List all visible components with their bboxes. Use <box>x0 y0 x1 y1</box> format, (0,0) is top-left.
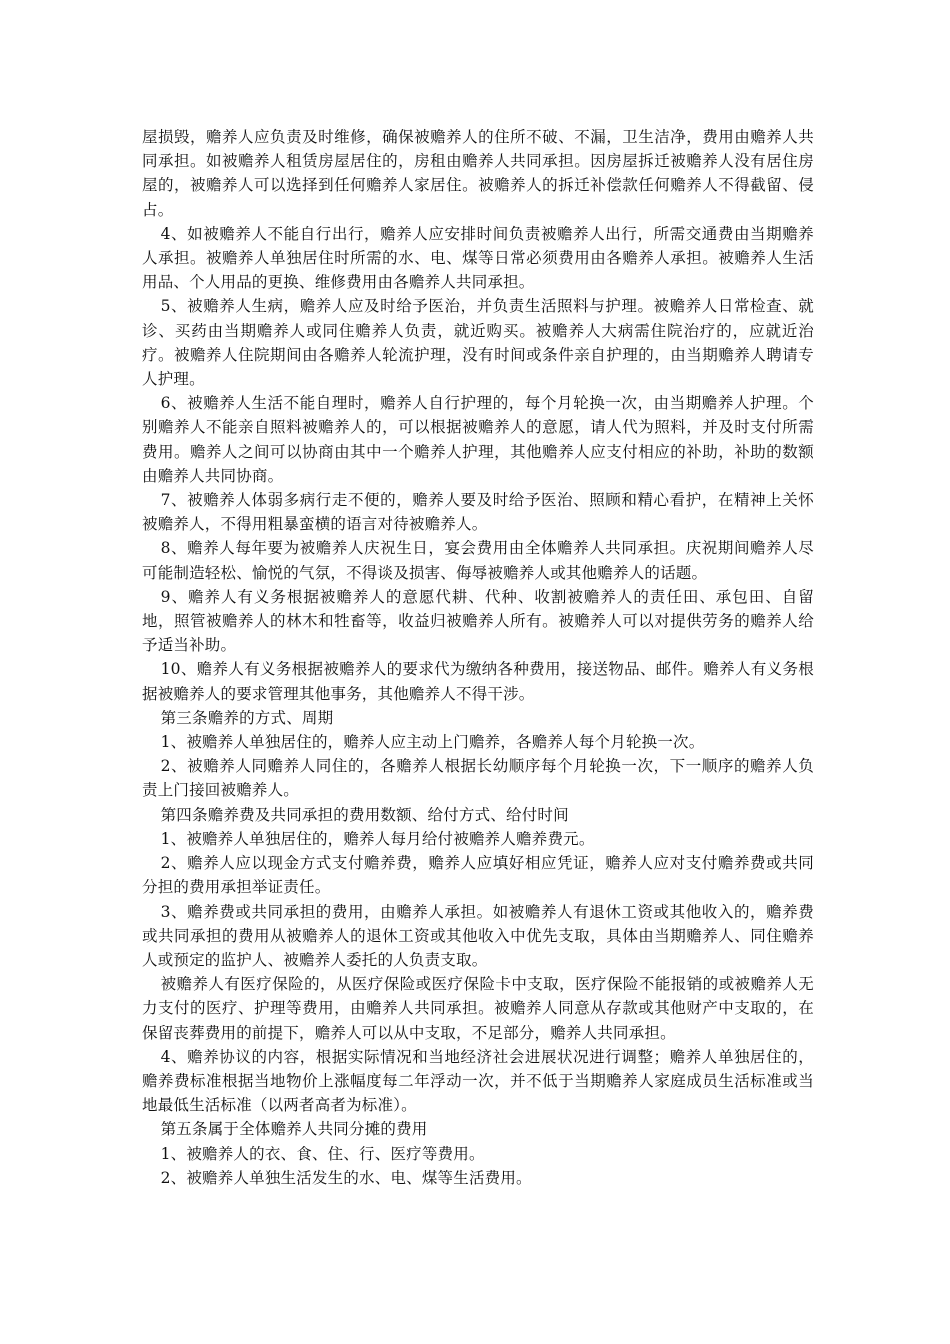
paragraph: 6、被赡养人生活不能自理时，赡养人自行护理的，每个月轮换一次，由当期赡养人护理。个别赡养人不能亲自照料被赡养人的，可以根据被赡养人的意愿，请人代为照料，并及时支付所需费用。赡养人之间可以协商由其中一个赡养人护理，其他赡养人应支付相应的补助，补助的数额由赡养人共同协商。 <box>142 394 814 485</box>
paragraph: 2、被赡养人单独生活发生的水、电、煤等生活费用。 <box>160 1168 532 1187</box>
paragraph: 8、赡养人每年要为被赡养人庆祝生日，宴会费用由全体赡养人共同承担。庆祝期间赡养人尽可能制造轻松、愉悦的气氛，不得谈及损害、侮辱被赡养人或其他赡养人的话题。 <box>142 539 814 582</box>
paragraph: 4、如被赡养人不能自行出行，赡养人应安排时间负责被赡养人出行，所需交通费由当期赡养人承担。被赡养人单独居住时所需的水、电、煤等日常必须费用由各赡养人承担。被赡养人生活用品、个人用品的更换、维修费用由各赡养人共同承担。 <box>142 224 814 292</box>
paragraph: 1、被赡养人的衣、食、住、行、医疗等费用。 <box>160 1144 485 1163</box>
paragraph: 7、被赡养人体弱多病行走不便的，赡养人要及时给予医治、照顾和精心看护，在精神上关怀被赡养人，不得用粗暴蛮横的语言对待被赡养人。 <box>142 491 814 534</box>
paragraph: 2、赡养人应以现金方式支付赡养费，赡养人应填好相应凭证，赡养人应对支付赡养费或共同分担的费用承担举证责任。 <box>142 854 814 897</box>
section-heading: 第五条属于全体赡养人共同分摊的费用 <box>160 1120 428 1139</box>
paragraph: 2、被赡养人同赡养人同住的，各赡养人根据长幼顺序每个月轮换一次，下一顺序的赡养人负责上门接回被赡养人。 <box>142 757 814 800</box>
section-heading: 第三条赡养的方式、周期 <box>160 708 334 727</box>
paragraph: 4、赡养协议的内容，根据实际情况和当地经济社会进展状况进行调整；赡养人单独居住的，赡养费标准根据当地物价上涨幅度每二年浮动一次，并不低于当期赡养人家庭成员生活标准或当地最低生活标准（以两者高者为标准）。 <box>142 1047 814 1115</box>
paragraph: 被赡养人有医疗保险的，从医疗保险或医疗保险卡中支取，医疗保险不能报销的或被赡养人无力支付的医疗、护理等费用，由赡养人共同承担。被赡养人同意从存款或其他财产中支取的，在保留丧葬费用的前提下，赡养人可以从中支取，不足部分，赡养人共同承担。 <box>142 975 814 1042</box>
document-body <box>142 125 814 1190</box>
paragraph: 1、被赡养人单独居住的，赡养人应主动上门赡养，各赡养人每个月轮换一次。 <box>160 733 705 752</box>
paragraph: 5、被赡养人生病，赡养人应及时给予医治，并负责生活照料与护理。被赡养人日常检查、就诊、买药由当期赡养人或同住赡养人负责，就近购买。被赡养人大病需住院治疗的，应就近治疗。被赡养人住院期间由各赡养人轮流护理，没有时间或条件亲自护理的，由当期赡养人聘请专人护理。 <box>142 297 814 389</box>
paragraph: 9、赡养人有义务根据被赡养人的意愿代耕、代种、收割被赡养人的责任田、承包田、自留地，照管被赡养人的林木和牲畜等，收益归被赡养人所有。被赡养人可以对提供劳务的赡养人给予适当补助。 <box>142 587 814 655</box>
paragraph: 10、赡养人有义务根据被赡养人的要求代为缴纳各种费用，接送物品、邮件。赡养人有义务根据被赡养人的要求管理其他事务，其他赡养人不得干涉。 <box>142 660 814 703</box>
paragraph: 3、赡养费或共同承担的费用，由赡养人承担。如被赡养人有退休工资或其他收入的，赡养费或共同承担的费用从被赡养人的退休工资或其他收入中优先支取，具体由当期赡养人、同住赡养人或预定的监护人、被赡养人委托的人负责支取。 <box>142 902 814 969</box>
section-heading: 第四条赡养费及共同承担的费用数额、给付方式、给付时间 <box>160 805 569 824</box>
paragraph: 1、被赡养人单独居住的，赡养人每月给付被赡养人赡养费元。 <box>160 829 595 848</box>
paragraph: 屋损毁，赡养人应负责及时维修，确保被赡养人的住所不破、不漏，卫生洁净，费用由赡养人共同承担。如被赡养人租赁房屋居住的，房租由赡养人共同承担。因房屋拆迁被赡养人没有居住房屋的，被赡养人可以选择到任何赡养人家居住。被赡养人的拆迁补偿款任何赡养人不得截留、侵占。 <box>142 128 814 219</box>
